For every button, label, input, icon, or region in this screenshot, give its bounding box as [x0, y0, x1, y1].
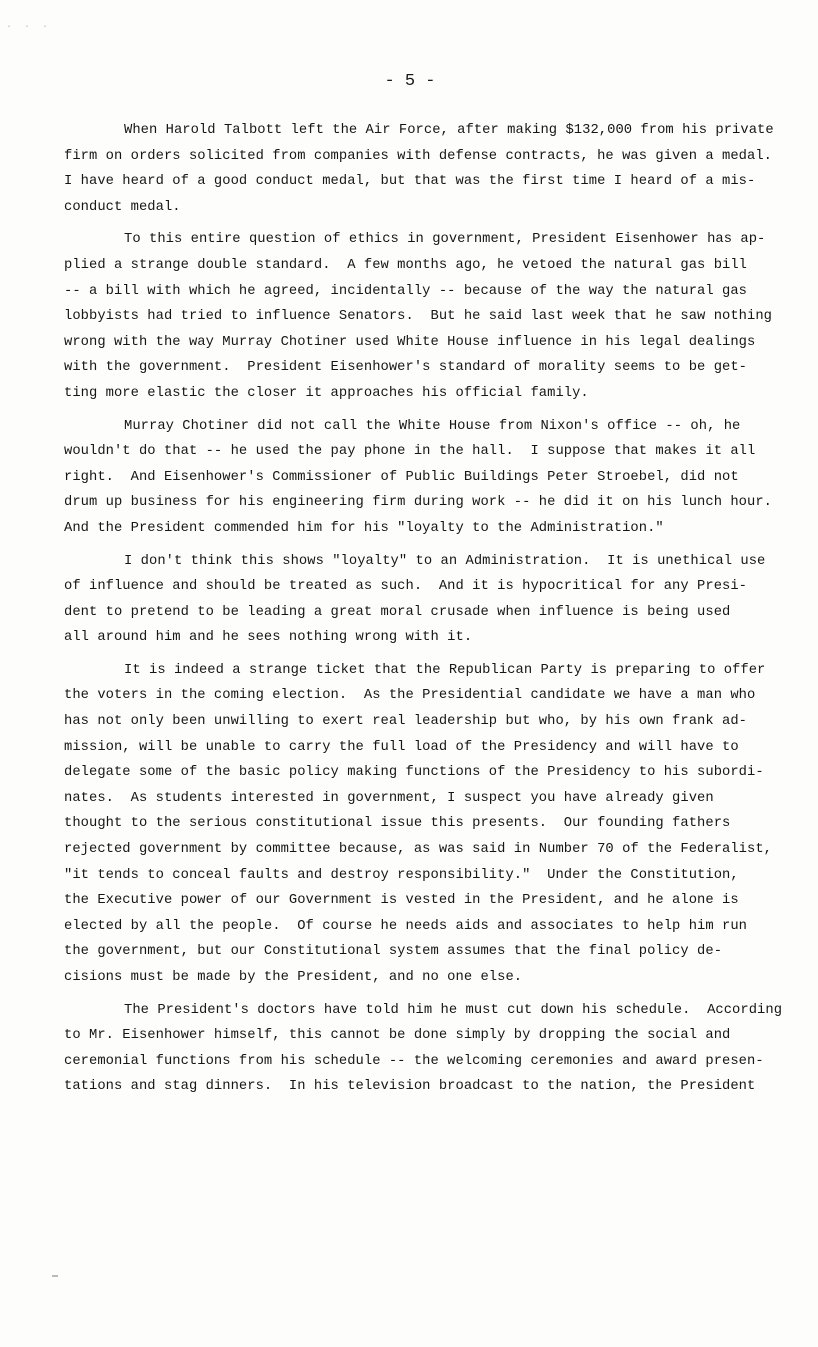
text-line: The President's doctors have told him he must cut down his schedule. According: [124, 1002, 783, 1018]
paragraph: [64, 414, 773, 542]
text-line: I don't think this shows "loyalty" to an Administration. It is unethical use: [124, 553, 766, 569]
text-line: wouldn't do that -- he used the pay phone in the hall. I suppose that makes it all: [64, 444, 756, 460]
paragraph: [64, 227, 773, 406]
text-line: all around him and he sees nothing wrong with it.: [64, 630, 473, 646]
text-line: cisions must be made by the President, and no one else.: [64, 970, 523, 985]
paragraph: [64, 658, 773, 991]
text-line: right. And Eisenhower's Commissioner of Public Buildings Peter Stroebel, did not: [64, 469, 739, 485]
text-line: lobbyists had tried to influence Senators. But he said last week that he saw nothing: [64, 309, 773, 325]
paragraph: [64, 118, 774, 220]
text-line: tations and stag dinners. In his television broadcast to the nation, the President: [64, 1079, 756, 1095]
text-line: When Harold Talbott left the Air Force, after making $132,000 from his private: [124, 123, 774, 138]
text-line: elected by all the people. Of course he needs aids and associates to help him run: [64, 918, 748, 934]
text-line: Murray Chotiner did not call the White House from Nixon's office -- oh, he: [124, 418, 741, 434]
margin-mark: [52, 1275, 58, 1277]
text-line: the voters in the coming election. As the Presidential candidate we have a man who: [64, 688, 756, 704]
text-line: wrong with the way Murray Chotiner used White House influence in his legal dealings: [64, 334, 756, 350]
text-line: ting more elastic the closer it approaches his official family.: [64, 385, 589, 401]
text-line: with the government. President Eisenhower's standard of morality seems to be get-: [64, 360, 748, 376]
body-text: [64, 118, 783, 1100]
text-line: And the President commended him for his "loyalty to the Administration.": [64, 520, 664, 536]
text-line: mission, will be unable to carry the full load of the Presidency and will have to: [64, 739, 739, 755]
text-line: of influence and should be treated as such. And it is hypocritical for any Presi-: [64, 579, 748, 595]
text-line: delegate some of the basic policy making functions of the Presidency to his subordi-: [64, 765, 764, 781]
text-line: plied a strange double standard. A few months ago, he vetoed the natural gas bill: [64, 257, 748, 273]
text-line: -- a bill with which he agreed, incidentally -- because of the way the natural gas: [64, 283, 748, 299]
page-number: - 5 -: [384, 72, 436, 91]
text-line: the government, but our Constitutional system assumes that the final policy de-: [64, 944, 723, 960]
text-line: nates. As students interested in government, I suspect you have already given: [64, 790, 714, 806]
text-line: To this entire question of ethics in government, President Eisenhower has ap-: [124, 232, 766, 248]
paragraph: [64, 549, 764, 651]
text-line: dent to pretend to be leading a great moral crusade when influence is being used: [64, 604, 731, 620]
text-line: thought to the serious constitutional issue this presents. Our founding fathers: [64, 816, 731, 832]
text-line: ceremonial functions from his schedule -- the welcoming ceremonies and award presen-: [64, 1053, 764, 1069]
text-line: to Mr. Eisenhower himself, this cannot be done simply by dropping the social and: [64, 1028, 731, 1044]
text-line: firm on orders solicited from companies with defense contracts, he was given a medal.: [64, 148, 773, 164]
paragraph: [64, 998, 783, 1100]
text-line: drum up business for his engineering firm during work -- he did it on his lunch hour.: [64, 495, 773, 511]
text-line: I have heard of a good conduct medal, but that was the first time I heard of a mis-: [64, 174, 756, 190]
text-line: conduct medal.: [64, 199, 181, 215]
text-line: rejected government by committee because, as was said in Number 70 of the Federalist,: [64, 842, 773, 858]
text-line: "it tends to conceal faults and destroy responsibility." Under the Constitution,: [64, 867, 739, 883]
text-line: has not only been unwilling to exert real leadership but who, by his own frank ad-: [64, 714, 748, 730]
text-line: It is indeed a strange ticket that the Republican Party is preparing to offer: [124, 662, 766, 678]
text-line: the Executive power of our Government is vested in the President, and he alone is: [64, 893, 739, 909]
margin-smudge: · · ·: [6, 22, 52, 33]
